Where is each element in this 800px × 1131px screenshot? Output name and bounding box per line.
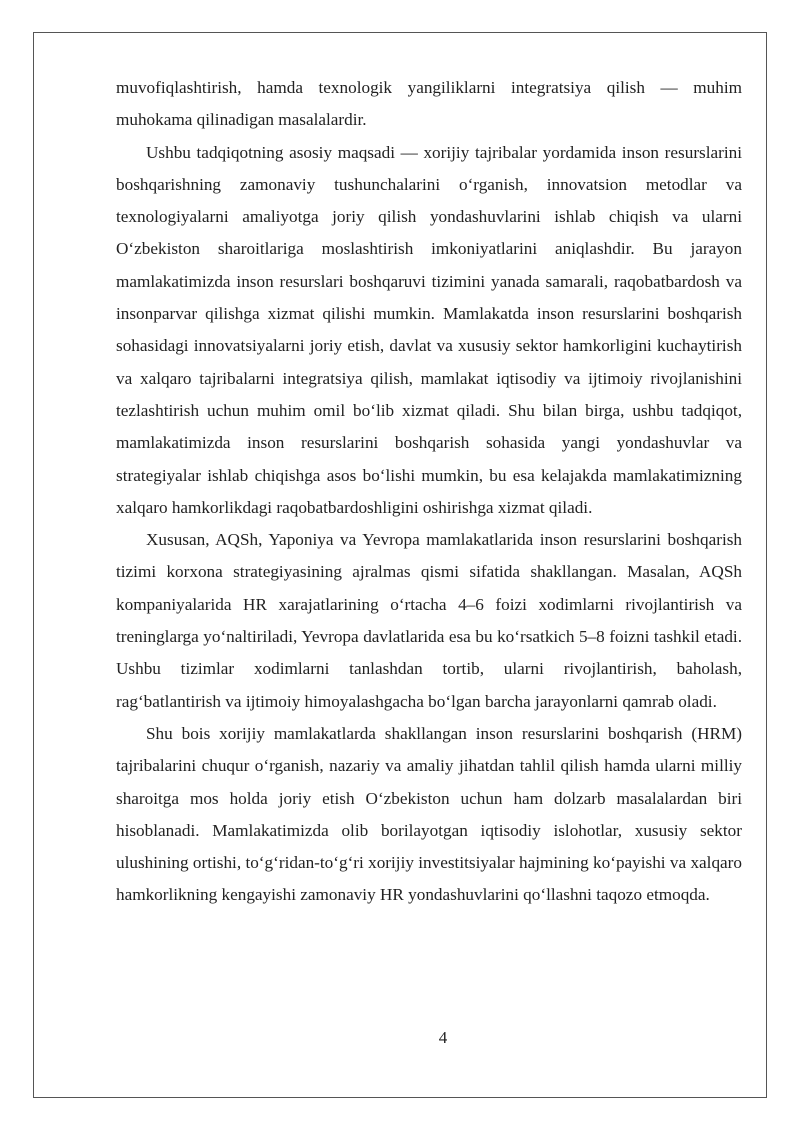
paragraph-foreign-practice: Xususan, AQSh, Yaponiya va Yevropa mamlakatlarida inson resurslarini boshqarish tizimi korxona strategiyasining ajralmas qismi sifatida shakllangan. Masalan, AQSh kompaniyalarida HR xarajatlarining o‘rtacha 4–6 foizi xodimlarni rivojlantirish va treninglarga yo‘naltiriladi, Yevropa davlatlarida esa bu ko‘rsatkich 5–8 foizni tashkil etadi. Ushbu tizimlar xodimlarni tanlashdan tortib, ularni rivojlantirish, baholash, rag‘batlantirish va ijtimoiy himoyalashgacha bo‘lgan barcha jarayonlarni qamrab oladi. [116, 530, 742, 711]
paragraph-research-goal: Ushbu tadqiqotning asosiy maqsadi — xorijiy tajribalar yordamida inson resurslarini boshqarishning zamonaviy tushunchalarini o‘rganish, innovatsion metodlar va texnologiyalarni amaliyotga joriy qilish yondashuvlarini ishlab chiqish va ularni O‘zbekiston sharoitlariga moslashtirish imkoniyatlarini aniqlashdir. Bu jarayon mamlakatimizda inson resurslari boshqaruvi tizimini yanada samarali, raqobatbardosh va insonparvar qilishga xizmat qilishi mumkin. Mamlakatda inson resurslarini boshqarish sohasidagi innovatsiyalarni joriy etish, davlat va xususiy sektor hamkorligini kuchaytirish va xalqaro tajribalarni integratsiya qilish, mamlakat iqtisodiy va ijtimoiy rivojlanishini tezlashtirish uchun muhim omil bo‘lib xizmat qiladi. Shu bilan birga, ushbu tadqiqot, mamlakatimizda inson resurslarini boshqarish sohasida yangi yondashuvlar va strategiyalar ishlab chiqishga asos bo‘lishi mumkin, bu esa kelajakda mamlakatimizning xalqaro hamkorlikdagi raqobatbardoshligini oshirishga xizmat qiladi. [116, 142, 742, 517]
document-body [116, 72, 742, 912]
page-number: 4 [438, 1028, 448, 1047]
paragraph-continuation: muvofiqlashtirish, hamda texnologik yangiliklarni integratsiya qilish — muhim muhokama qilinadigan masalalardir. [116, 78, 742, 130]
paragraph-hrm-relevance: Shu bois xorijiy mamlakatlarda shakllangan inson resurslarini boshqarish (HRM) tajribalarini chuqur o‘rganish, nazariy va amaliy jihatdan tahlil qilish hamda ularni milliy sharoitga mos holda joriy etish O‘zbekiston uchun ham dolzarb masalalardan biri hisoblanadi. Mamlakatimizda olib borilayotgan iqtisodiy islohotlar, xususiy sektor ulushining ortishi, to‘g‘ridan-to‘g‘ri xorijiy investitsiyalar hajmining ko‘payishi va xalqaro hamkorlikning kengayishi zamonaviy HR yondashuvlarini qo‘llashni taqozo etmoqda. [116, 723, 742, 905]
